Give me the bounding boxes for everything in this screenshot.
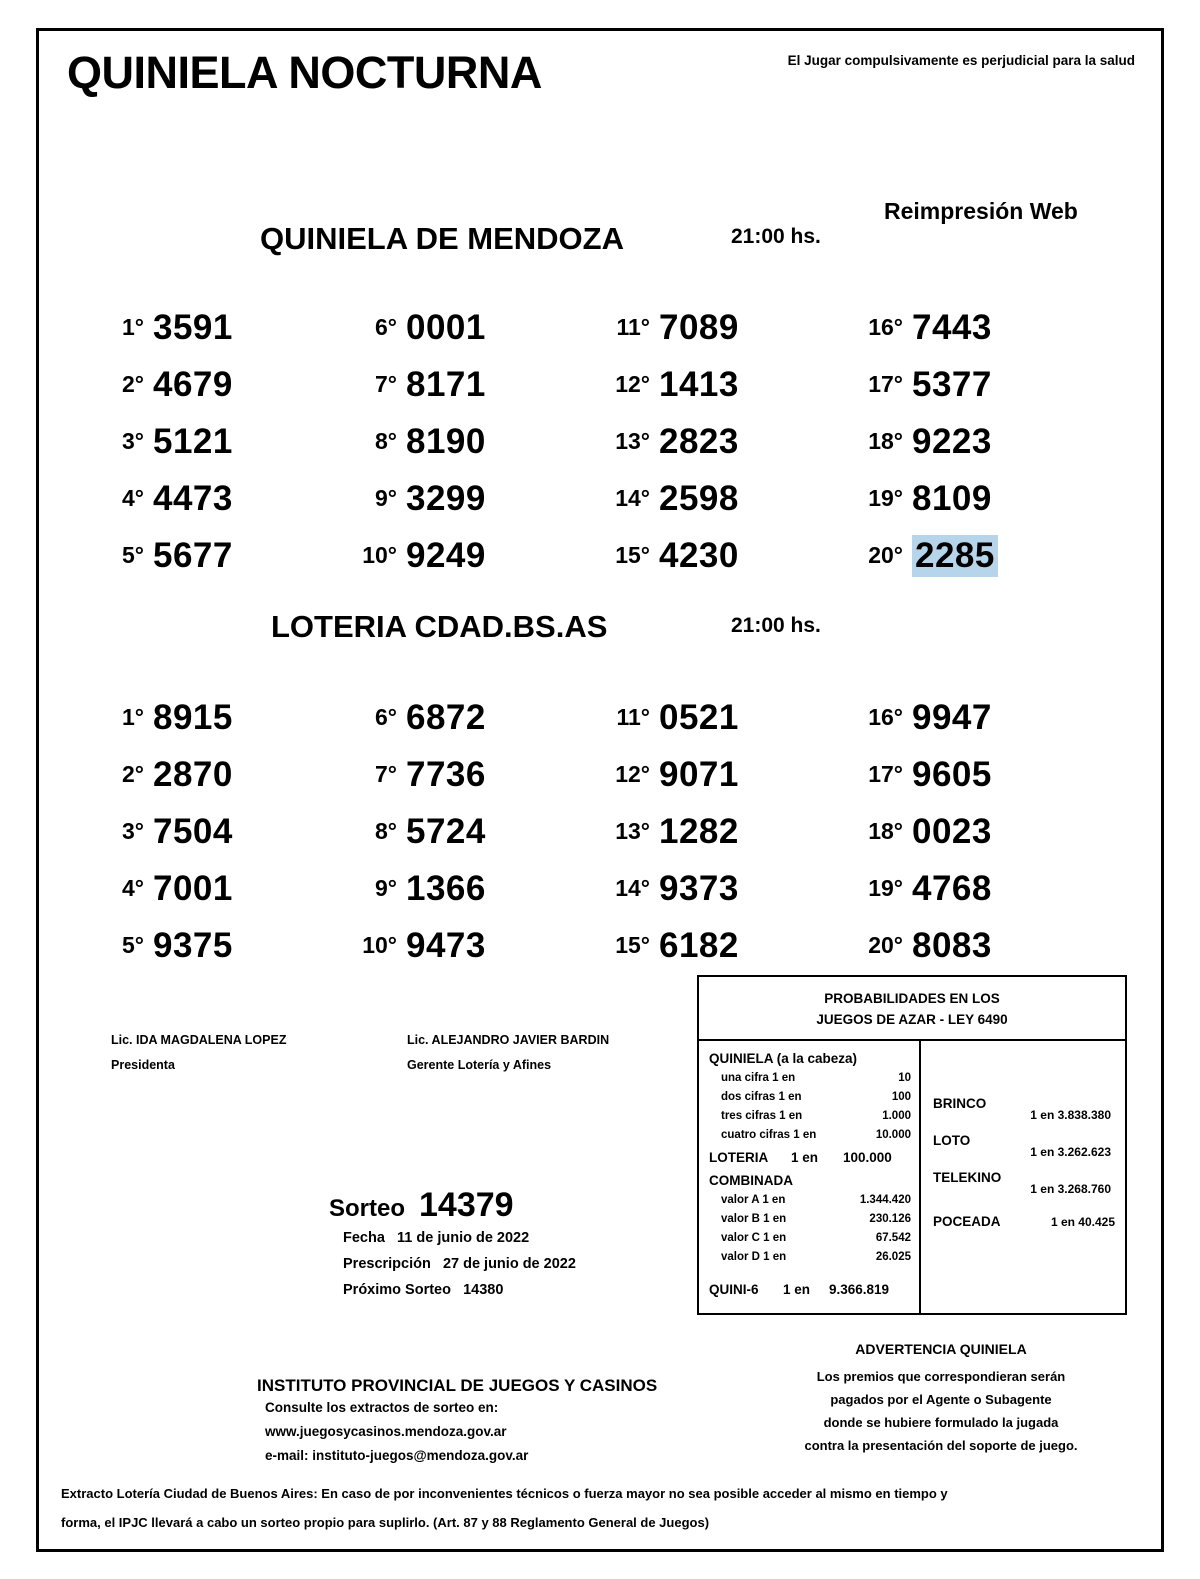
result-position: 1° — [122, 314, 144, 340]
result-number: 8190 — [406, 421, 486, 461]
result-position: 20° — [868, 932, 903, 958]
result-cell — [107, 746, 360, 803]
instituto-email: e-mail: instituto-juegos@mendoza.gov.ar — [265, 1448, 529, 1463]
probability-row — [709, 1069, 911, 1088]
game-name-poceada: POCEADA — [933, 1214, 1001, 1229]
probability-label: cuatro cifras 1 en — [721, 1129, 817, 1141]
result-cell — [360, 689, 613, 746]
result-cell — [866, 299, 1119, 356]
results-grid-loteria-caba — [107, 689, 1119, 974]
result-position: 12° — [615, 371, 650, 397]
quiniela-section-header: QUINIELA (a la cabeza) — [709, 1051, 858, 1066]
result-cell — [613, 299, 866, 356]
signature-name: Lic. IDA MAGDALENA LOPEZ — [111, 1033, 287, 1047]
result-position: 7° — [375, 761, 397, 787]
probability-value: 10 — [898, 1072, 911, 1084]
result-position: 9° — [375, 875, 397, 901]
fecha-label: Fecha — [343, 1230, 385, 1246]
result-cell — [613, 860, 866, 917]
game-name-telekino: TELEKINO — [933, 1170, 1002, 1185]
combinada-section-header: COMBINADA — [709, 1173, 793, 1188]
result-position: 3° — [122, 428, 144, 454]
probability-label: valor D 1 en — [721, 1251, 787, 1263]
footer-disclaimer — [61, 1479, 1139, 1537]
result-cell — [360, 470, 613, 527]
result-number: 5121 — [153, 421, 233, 461]
proximo-sorteo-label: Próximo Sorteo — [343, 1282, 451, 1298]
result-position: 4° — [122, 875, 144, 901]
result-position: 6° — [375, 314, 397, 340]
result-cell — [107, 527, 360, 584]
signature-role: Gerente Lotería y Afines — [407, 1058, 552, 1072]
probabilities-right-column — [921, 1041, 1125, 1313]
result-position: 8° — [375, 818, 397, 844]
advertencia-title: ADVERTENCIA QUINIELA — [855, 1341, 1027, 1357]
result-number: 9375 — [153, 925, 233, 965]
result-position: 17° — [868, 761, 903, 787]
results-sheet — [36, 28, 1164, 1552]
game-row-poceada — [933, 1214, 1115, 1229]
result-position: 10° — [362, 932, 397, 958]
game-odds-telekino: 1 en 3.268.760 — [1030, 1182, 1111, 1196]
draw-time-mendoza: 21:00 hs. — [731, 225, 821, 248]
result-position: 3° — [122, 818, 144, 844]
result-number: 4473 — [153, 478, 233, 518]
result-cell — [613, 470, 866, 527]
game-name-brinco: BRINCO — [933, 1096, 987, 1111]
probability-label: tres cifras 1 en — [721, 1110, 803, 1122]
footer-line: forma, el IPJC llevará a cabo un sorteo propio para suplirlo. (Art. 87 y 88 Reglamento General de Juegos) — [61, 1515, 710, 1530]
quini6-mid: 1 en — [783, 1282, 811, 1297]
result-position: 12° — [615, 761, 650, 787]
draw-title-mendoza: QUINIELA DE MENDOZA — [260, 221, 624, 256]
result-position: 19° — [868, 875, 903, 901]
sorteo-info-block — [329, 1186, 576, 1303]
probability-value: 100 — [891, 1091, 911, 1103]
result-position: 16° — [868, 704, 903, 730]
result-position: 1° — [122, 704, 144, 730]
probability-label: valor C 1 en — [721, 1232, 787, 1244]
quini6-probability-row — [709, 1280, 911, 1300]
probability-row — [709, 1191, 911, 1210]
probability-value: 1.344.420 — [859, 1194, 911, 1206]
result-number: 1366 — [406, 868, 486, 908]
probability-value: 67.542 — [875, 1232, 911, 1244]
result-position: 6° — [375, 704, 397, 730]
result-number: 1282 — [659, 811, 739, 851]
result-cell — [613, 803, 866, 860]
signature-gerente — [407, 1028, 609, 1078]
proximo-sorteo-row — [343, 1277, 576, 1303]
result-position: 13° — [615, 428, 650, 454]
fecha-row — [343, 1225, 576, 1251]
result-cell — [866, 689, 1119, 746]
result-position: 16° — [868, 314, 903, 340]
result-number: 6872 — [406, 697, 486, 737]
result-number: 1413 — [659, 364, 739, 404]
result-position: 11° — [616, 314, 650, 340]
probability-label: valor B 1 en — [721, 1213, 787, 1225]
results-grid-mendoza — [107, 299, 1119, 584]
quini6-value: 9.366.819 — [829, 1282, 890, 1297]
result-cell — [866, 860, 1119, 917]
signature-role: Presidenta — [111, 1058, 175, 1072]
result-cell — [360, 746, 613, 803]
result-position: 11° — [616, 704, 650, 730]
result-number: 2870 — [153, 754, 233, 794]
probabilities-title — [699, 977, 1125, 1041]
probability-value: 1.000 — [882, 1110, 911, 1122]
result-position: 15° — [615, 542, 650, 568]
result-cell — [360, 299, 613, 356]
game-name-loto: LOTO — [933, 1133, 971, 1148]
advertencia-line: Los premios que correspondieran serán — [816, 1369, 1066, 1384]
result-number: 4230 — [659, 535, 739, 575]
result-position: 10° — [362, 542, 397, 568]
result-number: 0521 — [659, 697, 739, 737]
result-position: 14° — [615, 875, 650, 901]
game-odds-loto: 1 en 3.262.623 — [1030, 1145, 1111, 1159]
result-position: 5° — [122, 542, 144, 568]
result-cell — [866, 917, 1119, 974]
result-cell — [613, 413, 866, 470]
sorteo-number: 14379 — [419, 1186, 514, 1224]
result-cell — [866, 527, 1119, 584]
proximo-sorteo-value: 14380 — [463, 1282, 504, 1298]
result-cell — [866, 413, 1119, 470]
advertencia-line: pagados por el Agente o Subagente — [830, 1392, 1052, 1407]
result-cell — [107, 917, 360, 974]
game-odds-brinco: 1 en 3.838.380 — [1030, 1108, 1111, 1122]
result-position: 5° — [122, 932, 144, 958]
reimpresion-web-label: Reimpresión Web — [884, 198, 1078, 224]
advertencia-line: donde se hubiere formulado la jugada — [823, 1415, 1059, 1430]
result-cell — [360, 527, 613, 584]
instituto-website: www.juegosycasinos.mendoza.gov.ar — [265, 1424, 507, 1439]
result-cell — [866, 470, 1119, 527]
result-number: 5377 — [912, 364, 992, 404]
result-number: 7001 — [153, 868, 233, 908]
result-number: 4768 — [912, 868, 992, 908]
result-cell — [613, 356, 866, 413]
result-number: 0001 — [406, 307, 486, 347]
probabilities-table — [697, 975, 1127, 1315]
result-number: 9605 — [912, 754, 992, 794]
result-cell — [360, 413, 613, 470]
loteria-mid: 1 en — [791, 1150, 819, 1165]
result-position: 17° — [868, 371, 903, 397]
result-position: 13° — [615, 818, 650, 844]
probabilities-left-column — [699, 1041, 921, 1313]
draw-time-loteria-caba: 21:00 hs. — [731, 614, 821, 637]
result-position: 8° — [375, 428, 397, 454]
result-position: 20° — [868, 542, 903, 568]
sorteo-number-line — [329, 1186, 576, 1225]
result-number: 3299 — [406, 478, 486, 518]
result-cell — [360, 356, 613, 413]
result-cell — [107, 860, 360, 917]
result-cell — [866, 746, 1119, 803]
result-cell — [107, 413, 360, 470]
page-title: QUINIELA NOCTURNA — [67, 47, 542, 98]
result-position: 14° — [615, 485, 650, 511]
result-number: 8109 — [912, 478, 992, 518]
result-cell — [360, 917, 613, 974]
result-number: 3591 — [153, 307, 233, 347]
result-number: 2823 — [659, 421, 739, 461]
result-cell — [613, 746, 866, 803]
result-cell — [866, 803, 1119, 860]
result-number: 2598 — [659, 478, 739, 518]
probability-label: valor A 1 en — [721, 1194, 786, 1206]
result-number: 9473 — [406, 925, 486, 965]
probability-row — [709, 1229, 911, 1248]
advertencia-block — [751, 1341, 1131, 1457]
result-number: 7736 — [406, 754, 486, 794]
result-number: 9373 — [659, 868, 739, 908]
probabilities-title-line1: PROBABILIDADES EN LOS — [824, 991, 1000, 1006]
prescripcion-label: Prescripción — [343, 1256, 431, 1272]
loteria-value: 100.000 — [843, 1150, 892, 1165]
result-number: 9223 — [912, 421, 992, 461]
probability-value: 26.025 — [875, 1251, 911, 1263]
result-number: 5724 — [406, 811, 486, 851]
probabilities-body — [699, 1041, 1125, 1313]
probability-row — [709, 1088, 911, 1107]
signature-name: Lic. ALEJANDRO JAVIER BARDIN — [407, 1033, 610, 1047]
probability-label: una cifra 1 en — [721, 1072, 796, 1084]
result-number: 8083 — [912, 925, 992, 965]
result-cell — [107, 689, 360, 746]
result-cell — [107, 803, 360, 860]
result-cell — [360, 803, 613, 860]
result-number: 7443 — [912, 307, 992, 347]
probability-label: dos cifras 1 en — [721, 1091, 802, 1103]
result-number: 8915 — [153, 697, 233, 737]
result-cell — [107, 356, 360, 413]
probability-row — [709, 1126, 911, 1145]
probabilities-title-line2: JUEGOS DE AZAR - LEY 6490 — [816, 1012, 1008, 1027]
sorteo-label: Sorteo — [329, 1195, 406, 1222]
result-cell — [107, 470, 360, 527]
result-number-highlighted: 2285 — [912, 535, 998, 577]
result-cell — [107, 299, 360, 356]
game-odds-poceada: 1 en 40.425 — [1050, 1215, 1115, 1229]
result-number: 0023 — [912, 811, 992, 851]
result-position: 18° — [868, 818, 903, 844]
result-cell — [613, 689, 866, 746]
probability-row — [709, 1107, 911, 1126]
result-position: 2° — [122, 371, 144, 397]
prescripcion-row — [343, 1251, 576, 1277]
probability-value: 10.000 — [875, 1129, 911, 1141]
result-position: 15° — [615, 932, 650, 958]
result-position: 7° — [375, 371, 397, 397]
result-cell — [360, 860, 613, 917]
prescripcion-value: 27 de junio de 2022 — [442, 1256, 576, 1272]
result-number: 5677 — [153, 535, 233, 575]
result-number: 8171 — [406, 364, 486, 404]
loteria-probability-row — [709, 1148, 911, 1168]
result-cell — [613, 527, 866, 584]
result-number: 9249 — [406, 535, 486, 575]
probability-value: 230.126 — [869, 1213, 911, 1225]
loteria-label: LOTERIA — [709, 1150, 769, 1165]
result-number: 9071 — [659, 754, 739, 794]
fecha-value: 11 de junio de 2022 — [397, 1230, 530, 1246]
instituto-title: INSTITUTO PROVINCIAL DE JUEGOS Y CASINOS — [257, 1376, 658, 1395]
result-position: 4° — [122, 485, 144, 511]
result-number: 9947 — [912, 697, 992, 737]
result-position: 9° — [375, 485, 397, 511]
result-cell — [613, 917, 866, 974]
result-number: 6182 — [659, 925, 739, 965]
result-position: 2° — [122, 761, 144, 787]
gambling-warning-text: El Jugar compulsivamente es perjudicial para la salud — [787, 53, 1135, 68]
advertencia-line: contra la presentación del soporte de juego. — [804, 1438, 1078, 1453]
instituto-block — [257, 1376, 657, 1468]
probability-row — [709, 1210, 911, 1229]
instituto-line: Consulte los extractos de sorteo en: — [265, 1400, 499, 1415]
quini6-label: QUINI-6 — [709, 1282, 759, 1297]
result-position: 18° — [868, 428, 903, 454]
draw-title-loteria-caba: LOTERIA CDAD.BS.AS — [271, 609, 608, 644]
footer-line: Extracto Lotería Ciudad de Buenos Aires: En caso de por inconvenientes técnicos o fuerza mayor no sea posible acceder al mismo en tiempo y — [61, 1486, 948, 1501]
signature-presidenta — [111, 1028, 286, 1078]
probability-row — [709, 1248, 911, 1267]
result-position: 19° — [868, 485, 903, 511]
result-number: 7504 — [153, 811, 233, 851]
result-number: 4679 — [153, 364, 233, 404]
result-cell — [866, 356, 1119, 413]
result-number: 7089 — [659, 307, 739, 347]
